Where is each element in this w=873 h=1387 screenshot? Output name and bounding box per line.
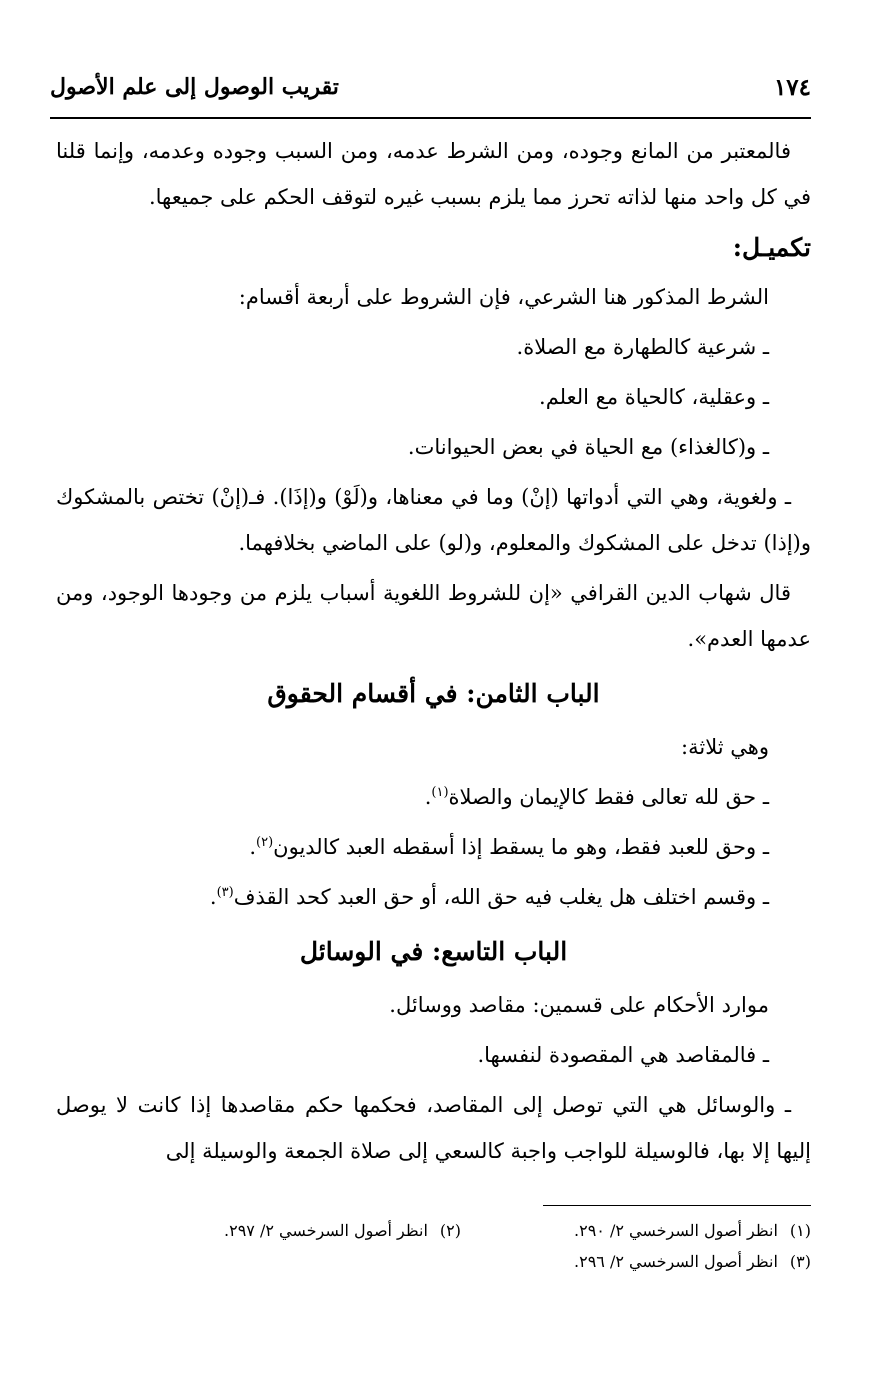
paragraph: وهي ثلاثة: [681,735,769,759]
footnote-row [56,1246,811,1277]
paragraph: الشرط المذكور هنا الشرعي، فإن الشروط على أربعة أقسام: [238,285,769,309]
footnote-row [56,1215,811,1246]
page-number: ١٧٤ [773,74,811,101]
footnote-1 [461,1215,811,1246]
footnote-text: انظر أصول السرخسي ٢/ ٢٩٦. [574,1252,778,1271]
paragraph: فالمعتبر من المانع وجوده، ومن الشرط عدمه، ومن السبب وجوده وعدمه، وإنما قلنا في كل واحد منها لذاته تحرز مما يلزم بسبب غيره لتوقف الحكم على جميعها. [56,139,811,209]
list-item [56,774,811,820]
list-item: ـ و(كالغذاء) مع الحياة في بعض الحيوانات. [407,435,769,459]
footnote-rule [543,1205,811,1206]
footnote-ref: (٢) [256,835,274,850]
header-rule [50,117,811,119]
list-item [56,874,811,920]
chapter-8-title: الباب الثامن: في أقسام الحقوق [267,679,600,708]
footnote-number: (١) [789,1221,811,1240]
page-header [50,70,811,110]
footnote-ref: (١) [431,785,449,800]
list-item-end: . [249,835,257,859]
list-item-text: ـ حق لله تعالى فقط كالإيمان والصلاة [448,785,769,809]
list-item: ـ فالمقاصد هي المقصودة لنفسها. [477,1043,769,1067]
chapter-9-title: الباب التاسع: في الوسائل [299,937,568,966]
list-item-text: ـ وقسم اختلف هل يغلب فيه حق الله، أو حق العبد كحد القذف [233,885,769,909]
list-item [56,824,811,870]
list-item: ـ وعقلية، كالحياة مع العلم. [539,385,769,409]
footnote-3 [461,1246,811,1277]
footnote-number: (٢) [439,1221,461,1240]
list-item: ـ والوسائل هي التي توصل إلى المقاصد، فحكمها حكم مقاصدها إذا كانت لا يوصل إليها إلا بها، فالوسيلة للواجب واجبة كالسعي إلى صلاة الجمعة والوسيلة إلى [56,1093,811,1163]
running-title: تقريب الوصول إلى علم الأصول [50,74,339,100]
list-item-end: . [424,785,432,809]
section-heading-takmeel: تكميـل: [732,233,811,262]
main-text [56,128,811,1178]
footnote-text: انظر أصول السرخسي ٢/ ٢٩٧. [224,1221,428,1240]
footnote-text: انظر أصول السرخسي ٢/ ٢٩٠. [574,1221,778,1240]
list-item-end: . [209,885,217,909]
footnote-2 [111,1215,461,1246]
footnotes [56,1215,811,1277]
list-item-text: ـ وحق للعبد فقط، وهو ما يسقط إذا أسقطه العبد كالديون [273,835,769,859]
paragraph: موارد الأحكام على قسمين: مقاصد ووسائل. [389,993,769,1017]
footnote-number: (٣) [789,1252,811,1271]
paragraph: قال شهاب الدين القرافي «إن للشروط اللغوية أسباب يلزم من وجودها الوجود، ومن عدمها العدم». [56,581,811,651]
footnote-ref: (٣) [216,885,234,900]
list-item: ـ ولغوية، وهي التي أدواتها (إنْ) وما في معناها، و(لَوْ) و(إذَا). فـ(إنْ) تختص بالمشكوك و(إذا) تدخل على المشكوك والمعلوم، و(لو) على الماضي بخلافهما. [56,485,811,555]
list-item: ـ شرعية كالطهارة مع الصلاة. [516,335,769,359]
